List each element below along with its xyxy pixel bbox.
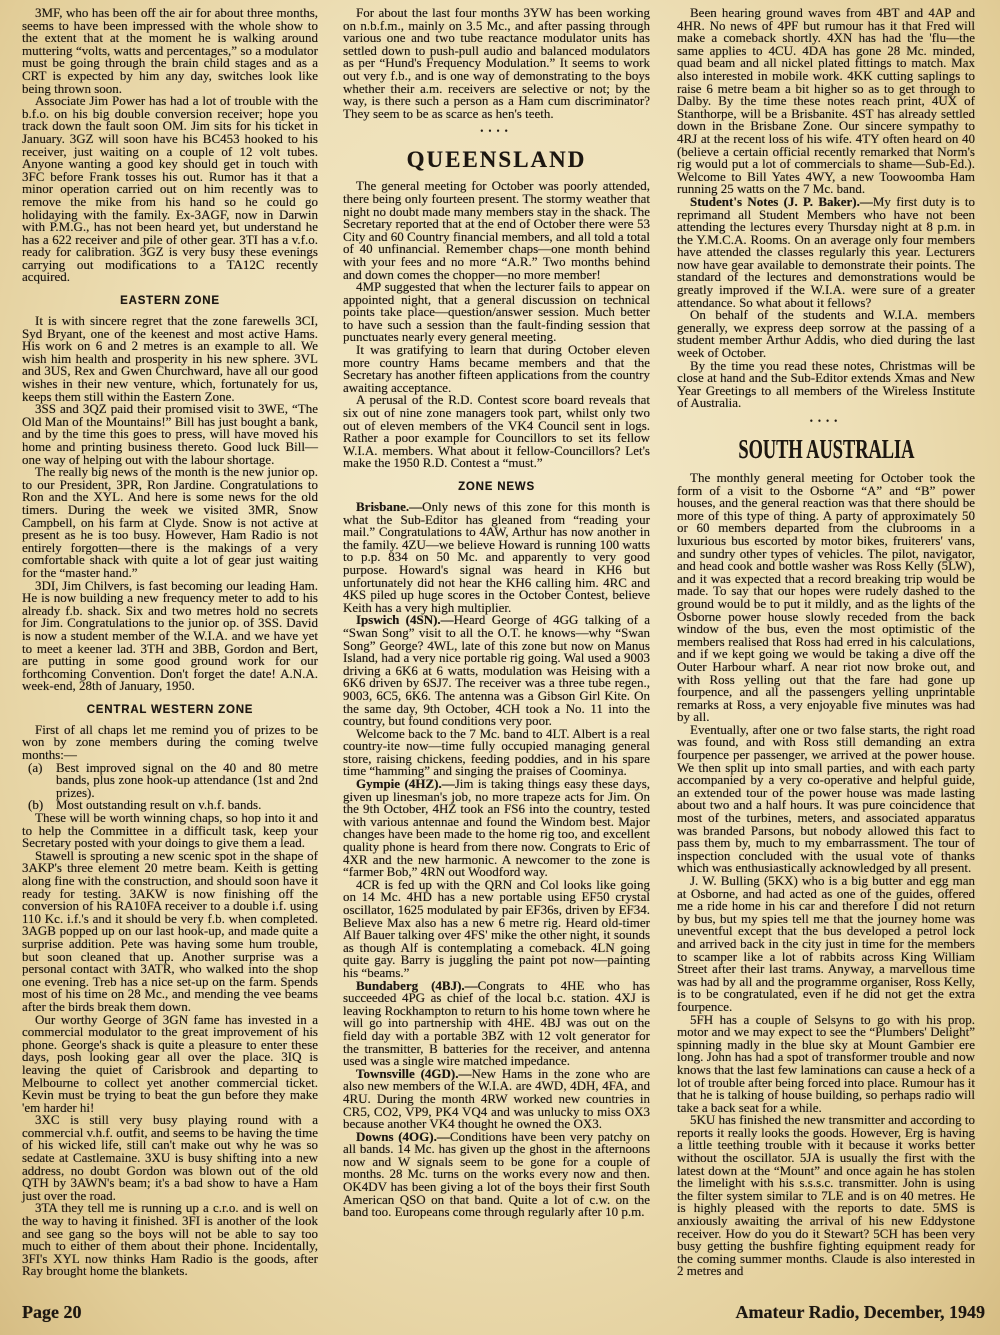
paragraph-text: Only news of this zone for this month is what the Sub-Editor has gleaned from “reading your mail.” Congratulations to 4AW, Arthur has now another in the family. 4ZU—we believe Howard is running 100 watts to p.p. 834 on 50 Mc. and apparently to very good purpose. Howard's signal was heard in KH6 but unfortunately did not hear the KH6 calling him. 4RC and 4KS piled up huge scores in the October Contest, believe Keith has a very high multiplier. bbox=[343, 499, 650, 615]
article-paragraph: 3DI, Jim Chilvers, is fast becoming our leading Ham. He is now building a new frequency meter to add to his already f.b. shack. Six and two metres hold no secrets for Jim. Congratulations to the junior op. of 3SS. David is now a student member of the W.I.A. and we have yet to meet a keener lad. 3TH and 3BB, Gordon and Bert, are putting in some good ground work for our forthcoming Convention. Don't forget the date! A.N.A. week-end, 28th of January, 1950. bbox=[22, 577, 318, 694]
article-paragraph: 3SS and 3QZ paid their promised visit to 3WE, “The Old Man of the Mountains!” Bill has just bought a bank, and by the time this goes to press, will have moved his home and printing business thereto. Good luck Bill—one way of helping out with the labour shortage. bbox=[22, 401, 318, 467]
zone-heading: EASTERN ZONE bbox=[120, 295, 220, 308]
paragraph-lead-in: Townsville (4GD).— bbox=[356, 1065, 472, 1081]
article-paragraph bbox=[343, 614, 650, 727]
article-paragraph: 4CR is fed up with the QRN and Col looks like going on 14 Mc. 4HD has a new portable using EF50 crystal oscillator, 1625 modulated by pair EF36s, driven by EF34. Believe Max also has a new 6 metre rig. Heard old-timer Alf Bauer talking over 4FS' mike the other night, it sounds as though Alf is contemplating a comeback. 4LN going quite gay. Barry is juggling the paint pot now—painting his “beams.” bbox=[343, 876, 650, 980]
article-paragraph: These will be worth winning chaps, so hop into it and to help the Committee in a difficult task, keep your Secretary posted with your doings to give them a lead. bbox=[22, 810, 318, 851]
article-paragraph: For about the last four months 3YW has been working on n.b.f.m., mainly on 3.5 Mc., and after passing through various one and two tube reactance modulator units has settled down to push-pull audio and balanced modulators as per “Hund's Frequency Modulation.” It seems to work out very f.b., and is one way of demonstrating to the boys whether their a.m. receivers are selective or not; by the way, is there such a person as a Ham cum discriminator? They seem to be as scarce as hen's teeth. bbox=[343, 5, 650, 121]
article-paragraph: J. W. Bulling (5KX) who is a big butter and egg man at Osborne, and had acted as one of the guides, offered me a ride home in his car and therefore I did not return by bus, but my spies tell me that the journey home was uneventful except that the bus developed a petrol lock and arrived back in the city just in time for the members to scamper like a lot of rabbits across King William Street after their last trams. Anyway, a marvellous time was had by all and the programme organiser, Ross Kelly, is to be congratulated, even if he did not get the extra fourpence. bbox=[677, 873, 975, 1014]
paragraph-lead-in: Ipswich (4SN).— bbox=[356, 612, 454, 628]
paragraph-text: Conditions have been very patchy on all bands. 14 Mc. has given up the ghost in the afternoons now and W signals seem to be gone for a couple of months. 28 Mc. turns on the works every now and then. OK4DV has been giving a lot of the boys their first South American QSO on that band. Quite a lot of c.w. on the band too. Europeans come through regularly after 10 p.m. bbox=[343, 1128, 650, 1220]
section-divider bbox=[677, 410, 975, 432]
article-paragraph bbox=[343, 501, 650, 614]
article-paragraph bbox=[343, 977, 650, 1069]
column-left bbox=[22, 7, 318, 1278]
article-paragraph: On behalf of the students and W.I.A. members generally, we express deep sorrow at the passing of a student member Arthur Addis, who died during the last week of October. bbox=[677, 307, 975, 361]
section-divider bbox=[343, 120, 650, 142]
list-item bbox=[22, 759, 318, 800]
state-section-heading-text: SOUTH AUSTRALIA bbox=[737, 434, 914, 464]
state-section-heading bbox=[677, 434, 975, 466]
article-paragraph bbox=[343, 1065, 650, 1132]
zone-heading: CENTRAL WESTERN ZONE bbox=[86, 703, 254, 716]
article-paragraph: 5FH has a couple of Selsyns to go with his prop. motor and we may expect to see the “Plumbers' Delight” spinning madly in the blue sky at Mount Gambier ere long. John has had a spot of transformer trouble and now knows that the last few laminations can cause a heck of a lot of trouble after being forced into place. Rumour has it that he is talking of house building, so perhaps radio will take a back seat for a while. bbox=[677, 1011, 975, 1115]
paragraph-lead-in: Gympie (4HZ).— bbox=[356, 776, 455, 792]
page-number: Page 20 bbox=[22, 1302, 82, 1322]
paragraph-text: Congrats to 4HE who has succeeded 4PG as chief of the local b.c. station. 4XJ is leaving Rockhampton to return to his home town where he will go into partnership with 4HE. 4BJ was out on the field day with a portable 3BZ with 12 volt generator for the transmitter, B batteries for the receiver, and antenna used was a single wire matched impedance. bbox=[343, 977, 650, 1069]
article-paragraph: Welcome back to the 7 Mc. band to 4LT. Albert is a real country-ite now—time fully occupied managing general store, raising chickens, feeding poddies, and in his spare time “hamming” and singing the praises of Coominya. bbox=[343, 725, 650, 779]
article-paragraph: The general meeting for October was poorly attended, there being only fourteen present. The stormy weather that night no doubt made many members stay in the shack. The Secretary reported that at the end of October there were 53 City and 60 Country financial members, and all told a total of 40 unfinancial. Remember chaps—one month behind with your fees and no more “A.R.” Two months behind and down comes the chopper—no more member! bbox=[343, 178, 650, 282]
article-paragraph: 4MP suggested that when the lecturer fails to appear on appointed night, that a general discussion on technical points take place—question/answer session. Much better to have such a session than the fault-finding session that punctuates nearly every general meeting. bbox=[343, 279, 650, 345]
article-paragraph: 3MF, who has been off the air for about three months, seems to have been impressed with the whole show to the extent that at the moment he is walking around muttering “volts, watts and percentages,” so a modulator must be going through the brain child stages and as a CRT is expected by him any day, switches look like being thrown soon. bbox=[22, 5, 318, 96]
article-paragraph: Been hearing ground waves from 4BT and 4AP and 4HR. No news of 4PF but rumour has it that Fred will make a comeback shortly. 4XN has had the 'flu—the same applies to 4CU. 4DA has gone 28 Mc. minded, quad beam and all nickel plated fittings to match. Max also interested in mobile work. 4KK cutting saplings to raise 6 metre beam a bit higher so as to get through to Dalby. By the time these notes reach print, 4UX of Stanthorpe, will be a Brisbanite. 4ST has already settled down in the Brisbane Zone. Our sincere sympathy to 4RJ at the recent loss of his wife. 4TY often heard on 40 (believe a certain official recently remarked that Norm's rig would put a lot of commercials to shame—Sub-Ed.). Welcome to Bill Yates 4WY, a new Toowoomba Ham running 25 watts on the 7 Mc. band. bbox=[677, 5, 975, 197]
list-item-label: (a) bbox=[28, 759, 43, 775]
article-paragraph: It is with sincere regret that the zone farewells 3CI, Syd Bryant, one of the keenest and most active Hams. His work on 6 and 2 metres is an example to all. We wish him health and prosperity in his new sphere. 3VL and 3US, Rex and Gwen Churchward, have all our good wishes in their new venture, which, fortunately for us, keeps them still within the Eastern Zone. bbox=[22, 313, 318, 404]
list-item-text: Best improved signal on the 40 and 80 metre bands, plus zone hook-up attendance (1st and 2nd prizes). bbox=[56, 759, 318, 800]
column-middle bbox=[343, 7, 650, 1219]
state-section-heading bbox=[343, 146, 650, 174]
paragraph-text: New Hams in the zone who are also new members of the W.I.A. are 4WD, 4DH, 4FA, and 4RU. During the month 4RW worked new countries in CR5, CO2, VP9, PK4 VQ4 and was unlucky to miss OX3 because another VK4 thought he owned the OX3. bbox=[343, 1065, 650, 1132]
article-paragraph: 5KU has finished the new transmitter and according to reports it really looks the goods. However, Erg is having a little teething trouble with it because it works better without the oscillator. 5JA is usually the first with the latest down at the “Mount” and once again he has stolen the limelight with his s.s.s.c. transmitter. John is using the filter system similar to 7LE and is on 40 metres. He is highly pleased with the reports to date. 5MS is anxiously awaiting the arrival of his new Eddystone receiver. How do you do it Stewart? 5CH has been very busy getting the bushfire fighting equipment ready for the coming summer months. Claude is also interested in 2 metres and bbox=[677, 1112, 975, 1279]
article-paragraph: 3TA they tell me is running up a c.r.o. and is well on the way to having it finished. 3FI is another of the look and see gang so the boys will not be able to say too much to either of them about their phone. Incidentally, 3FI's XYL now thinks Ham Radio is the goods, after Ray brought home the blankets. bbox=[22, 1200, 318, 1279]
article-paragraph: 3XC is still very busy playing round with a commercial v.h.f. outfit, and seems to be having the time of his wicked life, still can't make out why he was so sedate at Castlemaine. 3XU is busy shifting into a new address, no doubt Gordon was blown out of the old QTH by 3AWN's beam; it's a bad show to have a Ham just over the road. bbox=[22, 1112, 318, 1203]
article-paragraph: First of all chaps let me remind you of prizes to be won by zone members during the coming twelve months:— bbox=[22, 721, 318, 763]
article-paragraph: Eventually, after one or two false starts, the right road was found, and with Ross still demanding an extra fourpence per passenger, we arrived at the power house. We then split up into small parties, and with each party accompanied by a very co-operative and helpful guide, an extended tour of the power house was made lasting about two and a half hours. It was pure coincidence that most of the turbines, meters, and associated apparatus was branded Parsons, but nobody allowed this fact to pass them by, much to my embarrassment. The tour of inspection concluded with the usual vote of thanks which was enthusiastically acknowledged by all present. bbox=[677, 721, 975, 876]
paragraph-lead-in: Downs (4OG).— bbox=[356, 1128, 450, 1144]
publication-issue: Amateur Radio, December, 1949 bbox=[735, 1302, 985, 1322]
zone-heading: ZONE NEWS bbox=[458, 481, 535, 493]
article-paragraph: The really big news of the month is the new junior op. to our President, 3PR, Ron Jardine. Congratulations to Ron and the XYL. And here is some news for the old timers. During the week we visited 3MR, Snow Campbell, on his farm at Clyde. Snow is not active at present as he is too busy. However, Ham Radio is not entirely forgotten—there is the makings of a very comfortable shack with quite a lot of gear just waiting for the “master hand.” bbox=[22, 464, 318, 580]
paragraph-lead-in: Brisbane.— bbox=[356, 499, 423, 514]
article-paragraph bbox=[343, 778, 650, 879]
article-paragraph bbox=[677, 193, 975, 310]
paragraph-text: My first duty is to reprimand all Student Members who have not been attending the lectures every Thursday night at 8 p.m. in the Y.M.C.A. Rooms. On an average only four members have attended the classes regularly this year. Lecturers now have gear available to demonstrate their points. The standard of the lectures and demonstrations would be greatly improved if the W.I.A. were sure of a greater attendance. So what about it fellows? bbox=[677, 193, 975, 310]
article-paragraph: By the time you read these notes, Christmas will be close at hand and the Sub-Editor extends Xmas and New Year Greetings to all members of the Wireless Institute of Australia. bbox=[677, 357, 975, 411]
column-right bbox=[677, 7, 975, 1278]
state-section-heading-text: QUEENSLAND bbox=[406, 147, 587, 173]
paragraph-lead-in: Student's Notes (J. P. Baker).— bbox=[690, 193, 873, 209]
article-paragraph: A perusal of the R.D. Contest score board reveals that six out of nine zone managers took part, whilst only two out of eleven members of the VK4 Council sent in logs. Rather a poor example for Councillors to set its fellow W.I.A. members. What about it fellow-Councillors? Let's make the 1950 R.D. Contest a “must.” bbox=[343, 392, 650, 471]
article-paragraph: Our worthy George of 3GN fame has invested in a commercial modulator to the great improvement of his phone. George's shack is quite a pleasure to enter these days, posh looking gear all over the place. 3IQ is leaving the quiet of Carisbrook and departing to Melbourne to collect yet another commercial ticket. Kevin must be trying to beat the gun before they make 'em harder hi! bbox=[22, 1011, 318, 1115]
paragraph-text: Heard George of 4GG talking of a “Swan Song” visit to all the O.T. he knows—why “Swan Song” George? 4WL, late of this zone but now on Manus Island, had a very nice portable rig going. Wal used a 9003 driving a 6K6 at 6 watts, modulation was Heising with a 6K6 driven by 6SJ7. The receiver was a three tube regen., 9003, 6C5, 6K6. The antenna was a Gibson Girl Kite. On the same day, 9th October, 4CH took a No. 11 into the country, but found conditions very poor. bbox=[343, 612, 651, 729]
list-item-label: (b) bbox=[28, 797, 44, 813]
article-paragraph bbox=[343, 1128, 650, 1220]
page-footer bbox=[22, 1300, 985, 1326]
paragraph-text: Jim is taking things easy these days, given up linesman's job, no more trapeze acts for Jim. On the 9th October, 4HZ took an FS6 into the country, tested with various antennae and found the Windom best. Major changes have been made to the home rig too, and excellent quality phone is heard from there now. Congrats to Eric of 4XR and the new harmonic. A newcomer to the zone is “farmer Bob,” 4RN out Woodford way. bbox=[343, 776, 651, 880]
article-paragraph: Stawell is sprouting a new scenic spot in the shape of 3AKP's three element 20 metre beam. Keith is getting along fine with the construction, and should soon have it ready for testing. 3AKW is now finishing off the conversion of his RA10FA receiver to a double i.f. using 110 Kc. i.f.'s and it should be very f.b. when completed. 3AGB popped up on our last hook-up, and made quite a surprise addition. Pete was having some hum trouble, but soon cleaned that up. Another surprise was a personal contact with 3ATR, who walked into the shop one evening. Treb has a nice set-up on the farm. Spends most of his time on 28 Mc., and mending the vee beams after the birds break them down. bbox=[22, 847, 318, 1014]
article-paragraph: The monthly general meeting for October took the form of a visit to the Osborne “A” and “B” power houses, and the general reaction was that there should be more of this type of thing. A party of approximately 50 or 60 members departed from the clubrooms in a luxurious bus escorted by motor bikes, fruiterers' vans, and sundry other types of vehicles. The pilot, navigator, and head cook and bottle washer was Ross Kelly (5LW), and it was expected that a record breaking trip would be made. To say that our hopes were rudely dashed to the ground would be to put it mildly, and as the lights of the Osborne power house slowly receded from the back window of the bus, even the most optimistic of the members realised that Ross had erred in his calculations, and if we kept going we would be taking a dive off the Outer Harbour wharf. A near riot now broke out, and with Ross yelling out that the fare had gone up fourpence, and all the passengers yelling unprintable remarks at Ross, a very enjoyable five minutes was had by all. bbox=[677, 470, 975, 725]
article-paragraph: It was gratifying to learn that during October eleven more country Hams became members and that the Secretary has another fifteen applications from the country awaiting acceptance. bbox=[343, 342, 650, 395]
list-item-text: Most outstanding result on v.h.f. bands. bbox=[56, 797, 262, 813]
paragraph-lead-in: Bundaberg (4BJ).— bbox=[356, 977, 478, 993]
article-paragraph: Associate Jim Power has had a lot of trouble with the b.f.o. on his big double conversion receiver; hope you track down the fault soon OM. Jim sits for his ticket in January. 3GZ will soon have his BC453 hooked to his receiver, just waiting on a couple of 12 volt tubes. Anyone wanting a good key should get in touch with 3FC before Frank tosses his out. Rumor has it that a minor operation carried out on him recently was to remove the mike from his hand so he could go holidaying with the family. Ex-3AGF, now in Darwin with P.M.G., has not been heard yet, but understand he has a 622 receiver and pile of other gear. 3TI has a v.f.o. ready for calibration. 3GZ is very busy these evenings carrying out modifications to a TA12C recently acquired. bbox=[22, 93, 318, 285]
